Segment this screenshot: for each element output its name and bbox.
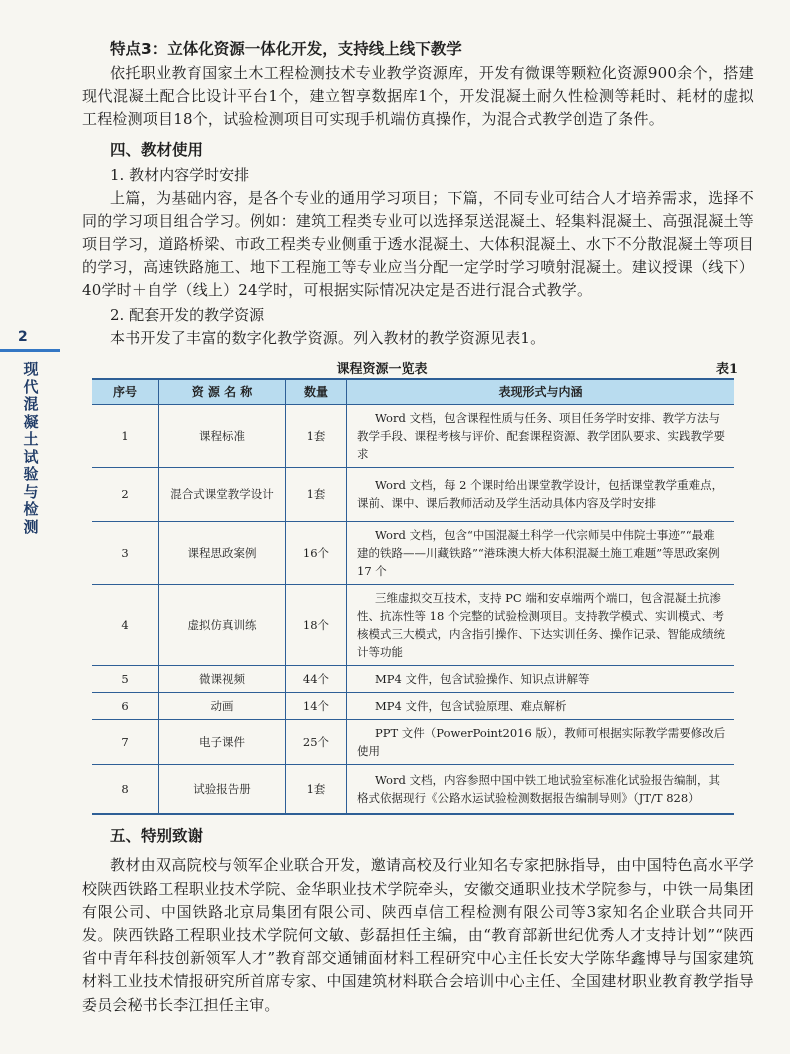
main-content [82, 36, 754, 1017]
cell-desc: MP4 文件，包含试验操作、知识点讲解等 [347, 665, 735, 692]
cell-no: 2 [92, 467, 159, 521]
cell-name: 课程标准 [159, 404, 286, 467]
cell-no: 7 [92, 719, 159, 764]
book-title-vertical: 现代混凝土试验与检测 [23, 360, 39, 536]
table-row [92, 764, 734, 814]
cell-name: 虚拟仿真训练 [159, 584, 286, 665]
cell-name: 课程思政案例 [159, 521, 286, 584]
cell-desc: 三维虚拟交互技术，支持 PC 端和安卓端两个端口，包含混凝土抗渗性、抗冻性等 18 个完整的试验检测项目。支持教学模式、实训模式、考核模式三大模式，内含指引操作、下达实训任务、操作记录、智能成绩统计等功能 [347, 584, 735, 665]
header-name: 资 源 名 称 [159, 379, 286, 405]
table-row [92, 692, 734, 719]
cell-count: 1套 [286, 764, 347, 814]
feature3-heading: 特点3：立体化资源一体化开发，支持线上线下教学 [110, 40, 462, 58]
cell-name: 混合式课堂教学设计 [159, 467, 286, 521]
table-row [92, 719, 734, 764]
section4-sub1: 1. 教材内容学时安排 [110, 165, 250, 184]
cell-desc: PPT 文件（PowerPoint2016 版），教师可根据实际教学需要修改后使用 [347, 719, 735, 764]
cell-count: 1套 [286, 404, 347, 467]
section4-heading: 四、教材使用 [110, 140, 204, 159]
cell-count: 1套 [286, 467, 347, 521]
page-number: 2 [18, 329, 28, 345]
cell-count: 14个 [286, 692, 347, 719]
cell-desc: Word 文档，包含课程性质与任务、项目任务学时安排、教学方法与教学手段、课程考核与评价、配套课程资源、教学团队要求、实践教学要求 [347, 404, 735, 467]
cell-desc: Word 文档，内容参照中国中铁工地试验室标准化试验报告编制，其格式依据现行《公路水运试验检测数据报告编制导则》（JT/T 828） [347, 764, 735, 814]
cell-count: 16个 [286, 521, 347, 584]
header-no: 序号 [92, 379, 159, 405]
cell-no: 6 [92, 692, 159, 719]
section4-sub2: 2. 配套开发的教学资源 [110, 305, 265, 324]
cell-name: 动画 [159, 692, 286, 719]
cell-no: 1 [92, 404, 159, 467]
cell-no: 5 [92, 665, 159, 692]
cell-name: 电子课件 [159, 719, 286, 764]
cell-name: 试验报告册 [159, 764, 286, 814]
header-count: 数量 [286, 379, 347, 405]
resource-table [92, 378, 734, 816]
table-title: 课程资源一览表 [336, 361, 428, 377]
cell-count: 18个 [286, 584, 347, 665]
side-tab-bar [0, 349, 60, 352]
table-row [92, 521, 734, 584]
header-desc: 表现形式与内涵 [347, 379, 735, 405]
feature3-body: 依托职业教育国家土木工程检测技术专业教学资源库，开发有微课等颗粒化资源900余个，搭建现代混凝土配合比设计平台1个，建立智享数据库1个，开发混凝土耐久性检测等耗时、耗材的虚拟工程检测项目18个，试验检测项目可实现手机端仿真操作，为混合式教学创造了条件。 [82, 64, 754, 129]
table-number: 表1 [715, 361, 738, 377]
table-row [92, 467, 734, 521]
cell-count: 25个 [286, 719, 347, 764]
table-caption [82, 356, 754, 378]
table-row [92, 404, 734, 467]
cell-count: 44个 [286, 665, 347, 692]
table-row [92, 584, 734, 665]
cell-desc: Word 文档，包含“中国混凝土科学一代宗师吴中伟院士事迹”“最难建的铁路——川藏铁路”“港珠澳大桥大体积混凝土施工难题”等思政案例 17 个 [347, 521, 735, 584]
section4-para2: 本书开发了丰富的数字化教学资源。列入教材的教学资源见表1。 [110, 328, 546, 347]
cell-name: 微课视频 [159, 665, 286, 692]
cell-desc: MP4 文件，包含试验原理、难点解析 [347, 692, 735, 719]
cell-no: 4 [92, 584, 159, 665]
table-header-row [92, 379, 734, 405]
cell-no: 3 [92, 521, 159, 584]
cell-no: 8 [92, 764, 159, 814]
section5-heading: 五、特别致谢 [110, 827, 204, 846]
section5-body: 教材由双高院校与领军企业联合开发，邀请高校及行业知名专家把脉指导，由中国特色高水平学校陕西铁路工程职业技术学院、金华职业技术学院牵头，安徽交通职业技术学院参与，中铁一局集团有限公司、中国铁路北京局集团有限公司、陕西卓信工程检测有限公司等3家知名企业联合共同开发。陕西铁路工程职业技术学院何文敏、彭磊担任主编，由“教育部新世纪优秀人才支持计划”“陕西省中青年科技创新领军人才”教育部交通铺面材料工程研究中心主任长安大学陈华鑫博导与国家建筑材料工业技术情报研究所首席专家、中国建筑材料联合会培训中心主任、全国建材职业教育教学指导委员会秘书长李江担任主审。 [82, 856, 754, 1014]
section4-para1: 上篇，为基础内容，是各个专业的通用学习项目；下篇，不同专业可结合人才培养需求，选择不同的学习项目组合学习。例如：建筑工程类专业可以选择泵送混凝土、轻集料混凝土、高强混凝土等项目学习，道路桥梁、市政工程类专业侧重于透水混凝土、大体积混凝土、水下不分散混凝土等项目的学习，高速铁路施工、地下工程施工等专业应当分配一定学时学习喷射混凝土。建议授课（线下）40学时＋自学（线上）24学时，可根据实际情况决定是否进行混合式教学。 [82, 188, 754, 300]
cell-desc: Word 文档，每 2 个课时给出课堂教学设计，包括课堂教学重难点，课前、课中、课后教师活动及学生活动具体内容及学时安排 [347, 467, 735, 521]
table-row [92, 665, 734, 692]
